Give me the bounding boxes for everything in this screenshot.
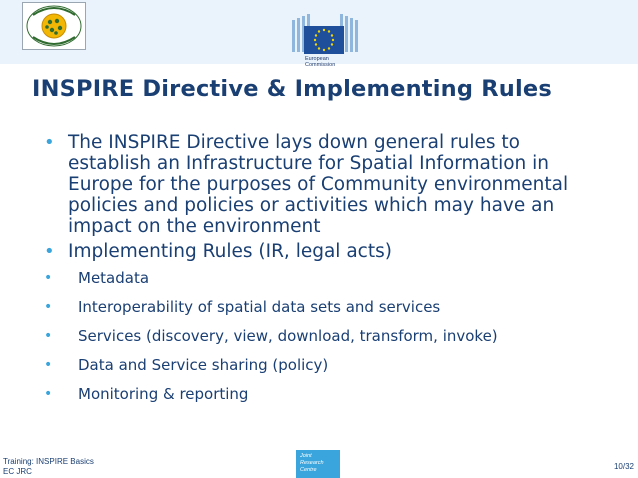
list-item — [46, 132, 606, 237]
list-item — [46, 241, 606, 262]
bullet-icon: • — [44, 299, 53, 315]
bullet-icon: • — [44, 386, 53, 402]
bullet-icon: • — [44, 328, 53, 344]
ec-logo-text — [305, 56, 365, 68]
bullet-text: The INSPIRE Directive lays down general rules to establish an Infrastructure for Spatial Information in Europe for the purposes of Community environmental policies and policies or activities which may have an impact on the environment — [68, 132, 569, 237]
page-title: INSPIRE Directive & Implementing Rules — [32, 76, 552, 102]
jrc-line1: Joint — [300, 453, 312, 459]
footer-line2: EC JRC — [3, 467, 32, 476]
list-item — [46, 357, 606, 374]
list-item — [46, 299, 606, 316]
list-item — [46, 270, 606, 287]
bullet-icon: • — [44, 241, 55, 262]
bullet-icon: • — [44, 132, 55, 153]
jrc-logo-icon — [296, 450, 340, 478]
bullet-text: Implementing Rules (IR, legal acts) — [68, 241, 392, 262]
sub-bullet-text: Metadata — [78, 269, 150, 287]
ec-text-line2: Commission — [305, 62, 336, 68]
inspire-logo-icon — [22, 2, 86, 50]
sub-bullet-text: Interoperability of spatial data sets and services — [78, 298, 441, 316]
ec-text-line1: European — [305, 56, 329, 62]
jrc-line2: Research — [300, 460, 324, 466]
bullet-list — [46, 132, 606, 415]
bullet-icon: • — [44, 357, 53, 373]
page-number: 10/32 — [613, 462, 634, 471]
list-item — [46, 386, 606, 403]
footer-caption — [3, 457, 94, 477]
sub-bullet-text: Monitoring & reporting — [78, 385, 249, 403]
bullet-icon: • — [44, 270, 53, 286]
sub-bullet-text: Data and Service sharing (policy) — [78, 356, 329, 374]
jrc-line3: Centre — [300, 467, 317, 473]
sub-bullet-text: Services (discovery, view, download, transform, invoke) — [78, 327, 498, 345]
footer-line1: Training: INSPIRE Basics — [3, 457, 94, 466]
list-item — [46, 328, 606, 345]
